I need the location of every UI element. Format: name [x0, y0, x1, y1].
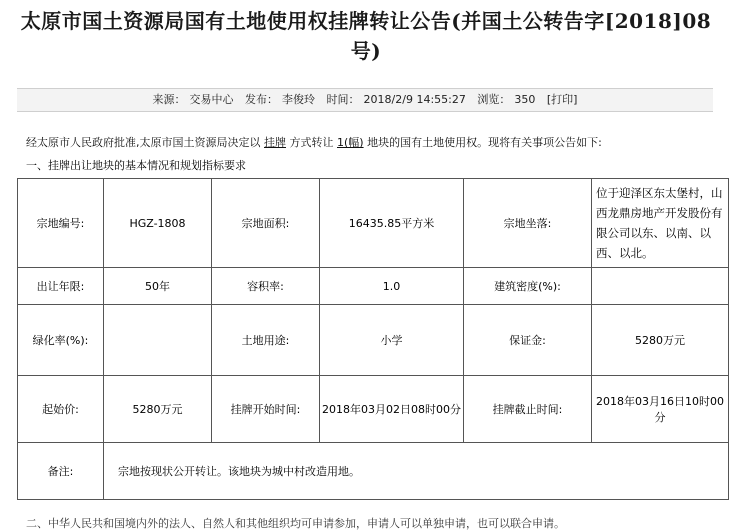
value-green-ratio: [104, 305, 212, 376]
time-label: 时间：: [326, 93, 360, 106]
value-parcel-location: 位于迎泽区东太堡村，山西龙鼎房地产开发股份有限公司以东、以南、以西、以北。: [592, 179, 729, 268]
intro-text-3: 地块的国有土地使用权。现将有关事项公告如下:: [367, 136, 602, 149]
value-lease-years: 50年: [104, 268, 212, 305]
label-start-price: 起始价:: [18, 376, 104, 443]
value-remarks: 宗地按现状公开转让。该地块为城中村改造用地。: [104, 443, 729, 500]
label-listing-start-time: 挂牌开始时间:: [212, 376, 320, 443]
value-listing-start-time: 2018年03月02日08时00分: [320, 376, 464, 443]
label-land-use: 土地用途:: [212, 305, 320, 376]
value-start-price: 5280万元: [104, 376, 212, 443]
value-building-density: [592, 268, 729, 305]
article-meta-bar: [17, 88, 713, 112]
section-title: 一、挂牌出让地块的基本情况和规划指标要求: [26, 159, 246, 172]
intro-count: 1(幅): [337, 136, 364, 149]
parcel-info-table: [17, 178, 729, 500]
label-green-ratio: 绿化率(%):: [18, 305, 104, 376]
print-link[interactable]: [打印]: [546, 93, 578, 106]
views-value: 350: [514, 93, 536, 106]
label-remarks: 备注:: [18, 443, 104, 500]
label-deposit: 保证金:: [464, 305, 592, 376]
publisher-value: 李俊玲: [282, 93, 316, 106]
table-row: [18, 268, 729, 305]
table-row: [18, 305, 729, 376]
label-lease-years: 出让年限:: [18, 268, 104, 305]
label-parcel-location: 宗地坐落:: [464, 179, 592, 268]
intro-text-2: 方式转让: [289, 136, 334, 149]
cut-off-paragraph: 二、中华人民共和国境内外的法人、自然人和其他组织均可申请参加，申请人可以单独申请，也可以联合申请。: [26, 517, 565, 530]
table-row: [18, 376, 729, 443]
intro-paragraph: [26, 136, 716, 150]
source-label: 来源：: [152, 93, 186, 106]
views-label: 浏览：: [477, 93, 511, 106]
time-value: 2018/2/9 14:55:27: [363, 93, 466, 106]
value-land-use: 小学: [320, 305, 464, 376]
label-parcel-code: 宗地编号:: [18, 179, 104, 268]
value-deposit: 5280万元: [592, 305, 729, 376]
value-listing-end-time: 2018年03月16日10时00分: [592, 376, 729, 443]
publisher-label: 发布：: [245, 93, 279, 106]
table-row: [18, 179, 729, 268]
table-row: [18, 443, 729, 500]
value-parcel-area: 16435.85平方米: [320, 179, 464, 268]
label-building-density: 建筑密度(%):: [464, 268, 592, 305]
intro-text-1: 经太原市人民政府批准,太原市国土资源局决定以: [26, 136, 261, 149]
label-listing-end-time: 挂牌截止时间:: [464, 376, 592, 443]
label-parcel-area: 宗地面积:: [212, 179, 320, 268]
page-title: 太原市国土资源局国有土地使用权挂牌转让公告(并国土公转告字[2018]08号): [20, 9, 712, 63]
label-floor-area-ratio: 容积率:: [212, 268, 320, 305]
value-floor-area-ratio: 1.0: [320, 268, 464, 305]
intro-method: 挂牌: [264, 136, 286, 149]
source-value: 交易中心: [189, 93, 234, 106]
value-parcel-code: HGZ-1808: [104, 179, 212, 268]
